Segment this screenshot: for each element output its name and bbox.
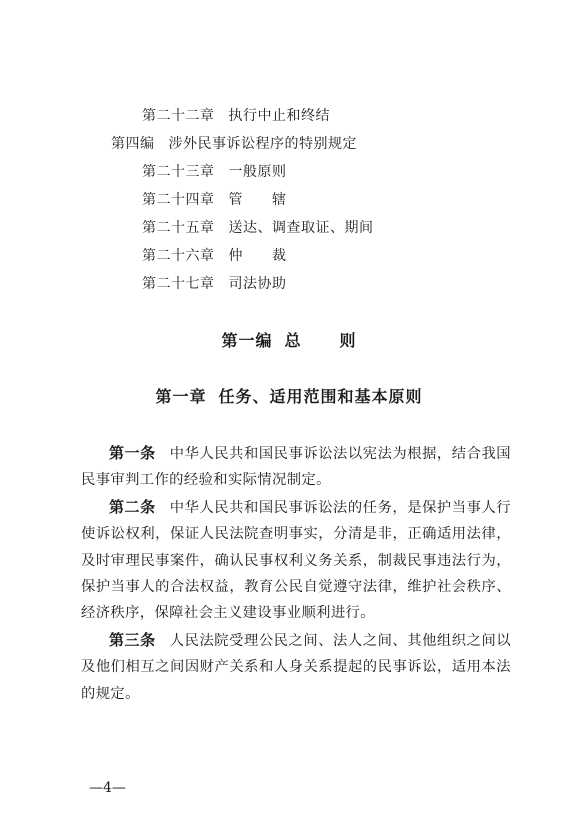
article-paragraph — [81, 440, 511, 494]
toc-chapter-number: 第二十四章 — [142, 192, 215, 208]
toc-item — [142, 274, 287, 294]
article-text: 中华人民共和国民事诉讼法以宪法为根据，结合我国民事审判工作的经验和实际情况制定。 — [81, 446, 511, 489]
article-paragraph — [81, 627, 511, 707]
article-text: 中华人民共和国民事诉讼法的任务，是保护当事人行使诉讼权利，保证人民法院查明事实，分清是非，正确适用法律，及时审理民事案件，确认民事权利义务关系，制裁民事违法行为，保护当事人的合法权益，教育公民自觉遵守法律，维护社会秩序、经济秩序，保障社会主义建设事业顺利进行。 — [81, 499, 511, 622]
toc-chapter-title: 执行中止和终结 — [228, 108, 330, 124]
part-heading-title-second: 则 — [339, 331, 357, 350]
article-list — [81, 440, 511, 707]
part-heading-number: 第一编 — [221, 331, 273, 350]
toc-item — [142, 162, 287, 182]
toc-chapter-title: 一般原则 — [228, 164, 287, 180]
chapter-heading-number: 第一章 — [155, 387, 207, 406]
toc-part-title: 涉外民事诉讼程序的特别规定 — [168, 136, 357, 152]
article-label: 第二条 — [109, 497, 156, 516]
article-paragraph — [81, 494, 511, 627]
article-label: 第一条 — [109, 444, 156, 462]
article-text: 人民法院受理公民之间、法人之间、其他组织之间以及他们相互之间因财产关系和人身关系提起的民事诉讼，适用本法的规定。 — [81, 632, 511, 702]
toc-chapter-number: 第二十三章 — [142, 164, 215, 180]
toc-chapter-title: 管 辖 — [228, 192, 287, 208]
toc-chapter-number: 第二十二章 — [142, 108, 215, 124]
toc-item — [142, 190, 287, 210]
article-label: 第三条 — [109, 630, 156, 649]
page-number: —4— — [89, 780, 126, 796]
toc-chapter-title: 送达、调查取证、期间 — [228, 220, 374, 236]
part-heading-title-first: 总 — [284, 331, 302, 350]
chapter-heading-title: 任务、适用范围和基本原则 — [218, 387, 423, 406]
toc-item — [142, 218, 374, 238]
toc-item — [142, 106, 330, 126]
part-heading — [0, 330, 578, 352]
toc-item — [142, 246, 287, 266]
toc-chapter-number: 第二十七章 — [142, 276, 215, 292]
toc-chapter-number: 第二十五章 — [142, 220, 215, 236]
toc-chapter-title: 仲 裁 — [228, 248, 287, 264]
chapter-heading — [0, 386, 578, 408]
toc-chapter-number: 第二十六章 — [142, 248, 215, 264]
toc-item — [111, 134, 357, 154]
toc-chapter-title: 司法协助 — [228, 276, 287, 292]
toc-part-number: 第四编 — [111, 136, 155, 152]
